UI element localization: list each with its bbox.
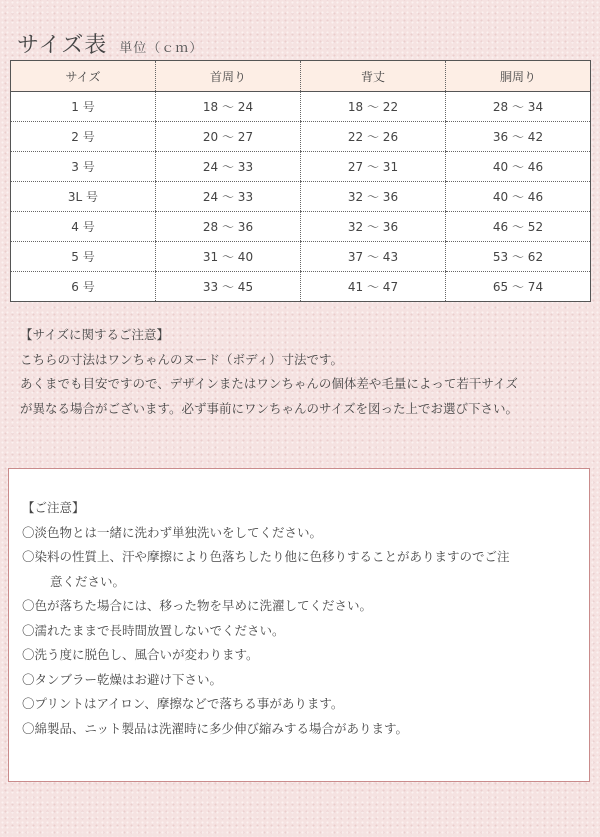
column-header-chest: 胴周り — [446, 61, 591, 92]
care-note-item: 〇綿製品、ニット製品は洗濯時に多少伸び縮みする場合があります。 — [22, 720, 409, 736]
size-table — [10, 60, 591, 302]
column-header-back-length: 背丈 — [301, 61, 446, 92]
table-row — [11, 242, 591, 272]
column-header-size: サイズ — [11, 61, 156, 92]
neck-cell: 28 〜 36 — [156, 212, 301, 242]
neck-cell: 24 〜 33 — [156, 152, 301, 182]
size-cell: 1 号 — [11, 92, 156, 122]
size-cell: 3L 号 — [11, 182, 156, 212]
size-notes-heading: 【サイズに関するご注意】 — [20, 327, 170, 342]
back-length-cell: 18 〜 22 — [301, 92, 446, 122]
care-note-item: 〇淡色物とは一緒に洗わず単独洗いをしてください。 — [22, 524, 323, 540]
size-notes-line: が異なる場合がございます。必ず事前にワンちゃんのサイズを図った上でお選び下さい。 — [20, 400, 519, 416]
table-row — [11, 182, 591, 212]
size-notes-line: あくまでも目安ですので、デザインまたはワンちゃんの個体差や毛量によって若干サイズ — [20, 376, 518, 391]
chest-cell: 36 〜 42 — [446, 122, 591, 152]
table-row — [11, 212, 591, 242]
chest-cell: 40 〜 46 — [446, 182, 591, 212]
chest-cell: 65 〜 74 — [446, 272, 591, 302]
care-note-item: 〇濡れたままで長時間放置しないでください。 — [22, 622, 285, 638]
neck-cell: 18 〜 24 — [156, 92, 301, 122]
size-notes-line: こちらの寸法はワンちゃんのヌード（ボディ）寸法です。 — [20, 351, 344, 367]
care-note-item-continuation: 意ください。 — [50, 573, 126, 589]
table-row — [11, 92, 591, 122]
care-note-item: 〇色が落ちた場合には、移った物を早めに洗濯してください。 — [22, 598, 373, 613]
size-cell: 3 号 — [11, 152, 156, 182]
chest-cell: 28 〜 34 — [446, 92, 591, 122]
back-length-cell: 41 〜 47 — [301, 272, 446, 302]
back-length-cell: 32 〜 36 — [301, 182, 446, 212]
back-length-cell: 27 〜 31 — [301, 152, 446, 182]
table-row — [11, 272, 591, 302]
care-notes-list — [22, 496, 510, 741]
size-notes — [20, 323, 518, 421]
table-header-row — [11, 61, 591, 92]
neck-cell: 33 〜 45 — [156, 272, 301, 302]
care-notes-heading: 【ご注意】 — [22, 500, 85, 515]
care-note-item: 〇プリントはアイロン、摩擦などで落ちる事があります。 — [22, 696, 344, 711]
column-header-neck: 首周り — [156, 61, 301, 92]
unit-label: 単位（ｃｍ） — [119, 41, 204, 56]
chest-cell: 46 〜 52 — [446, 212, 591, 242]
title-row — [17, 28, 203, 59]
neck-cell: 31 〜 40 — [156, 242, 301, 272]
chest-cell: 53 〜 62 — [446, 242, 591, 272]
back-length-cell: 37 〜 43 — [301, 242, 446, 272]
table-row — [11, 152, 591, 182]
size-cell: 6 号 — [71, 280, 95, 294]
size-cell: 2 号 — [11, 122, 156, 152]
size-cell: 5 号 — [11, 242, 156, 272]
back-length-cell: 32 〜 36 — [301, 212, 446, 242]
size-cell: 4 号 — [11, 212, 156, 242]
neck-cell: 20 〜 27 — [156, 122, 301, 152]
care-note-item: 〇染料の性質上、汗や摩擦により色落ちしたり他に色移りすることがありますのでご注 — [22, 549, 510, 564]
chest-cell: 40 〜 46 — [446, 152, 591, 182]
care-note-item: 〇タンブラー乾燥はお避け下さい。 — [22, 671, 223, 687]
neck-cell: 24 〜 33 — [156, 182, 301, 212]
table-row — [11, 122, 591, 152]
care-note-item: 〇洗う度に脱色し、風合いが変わります。 — [22, 647, 259, 662]
page-title: サイズ表 — [17, 33, 108, 58]
back-length-cell: 22 〜 26 — [301, 122, 446, 152]
care-notes-box — [8, 468, 590, 782]
